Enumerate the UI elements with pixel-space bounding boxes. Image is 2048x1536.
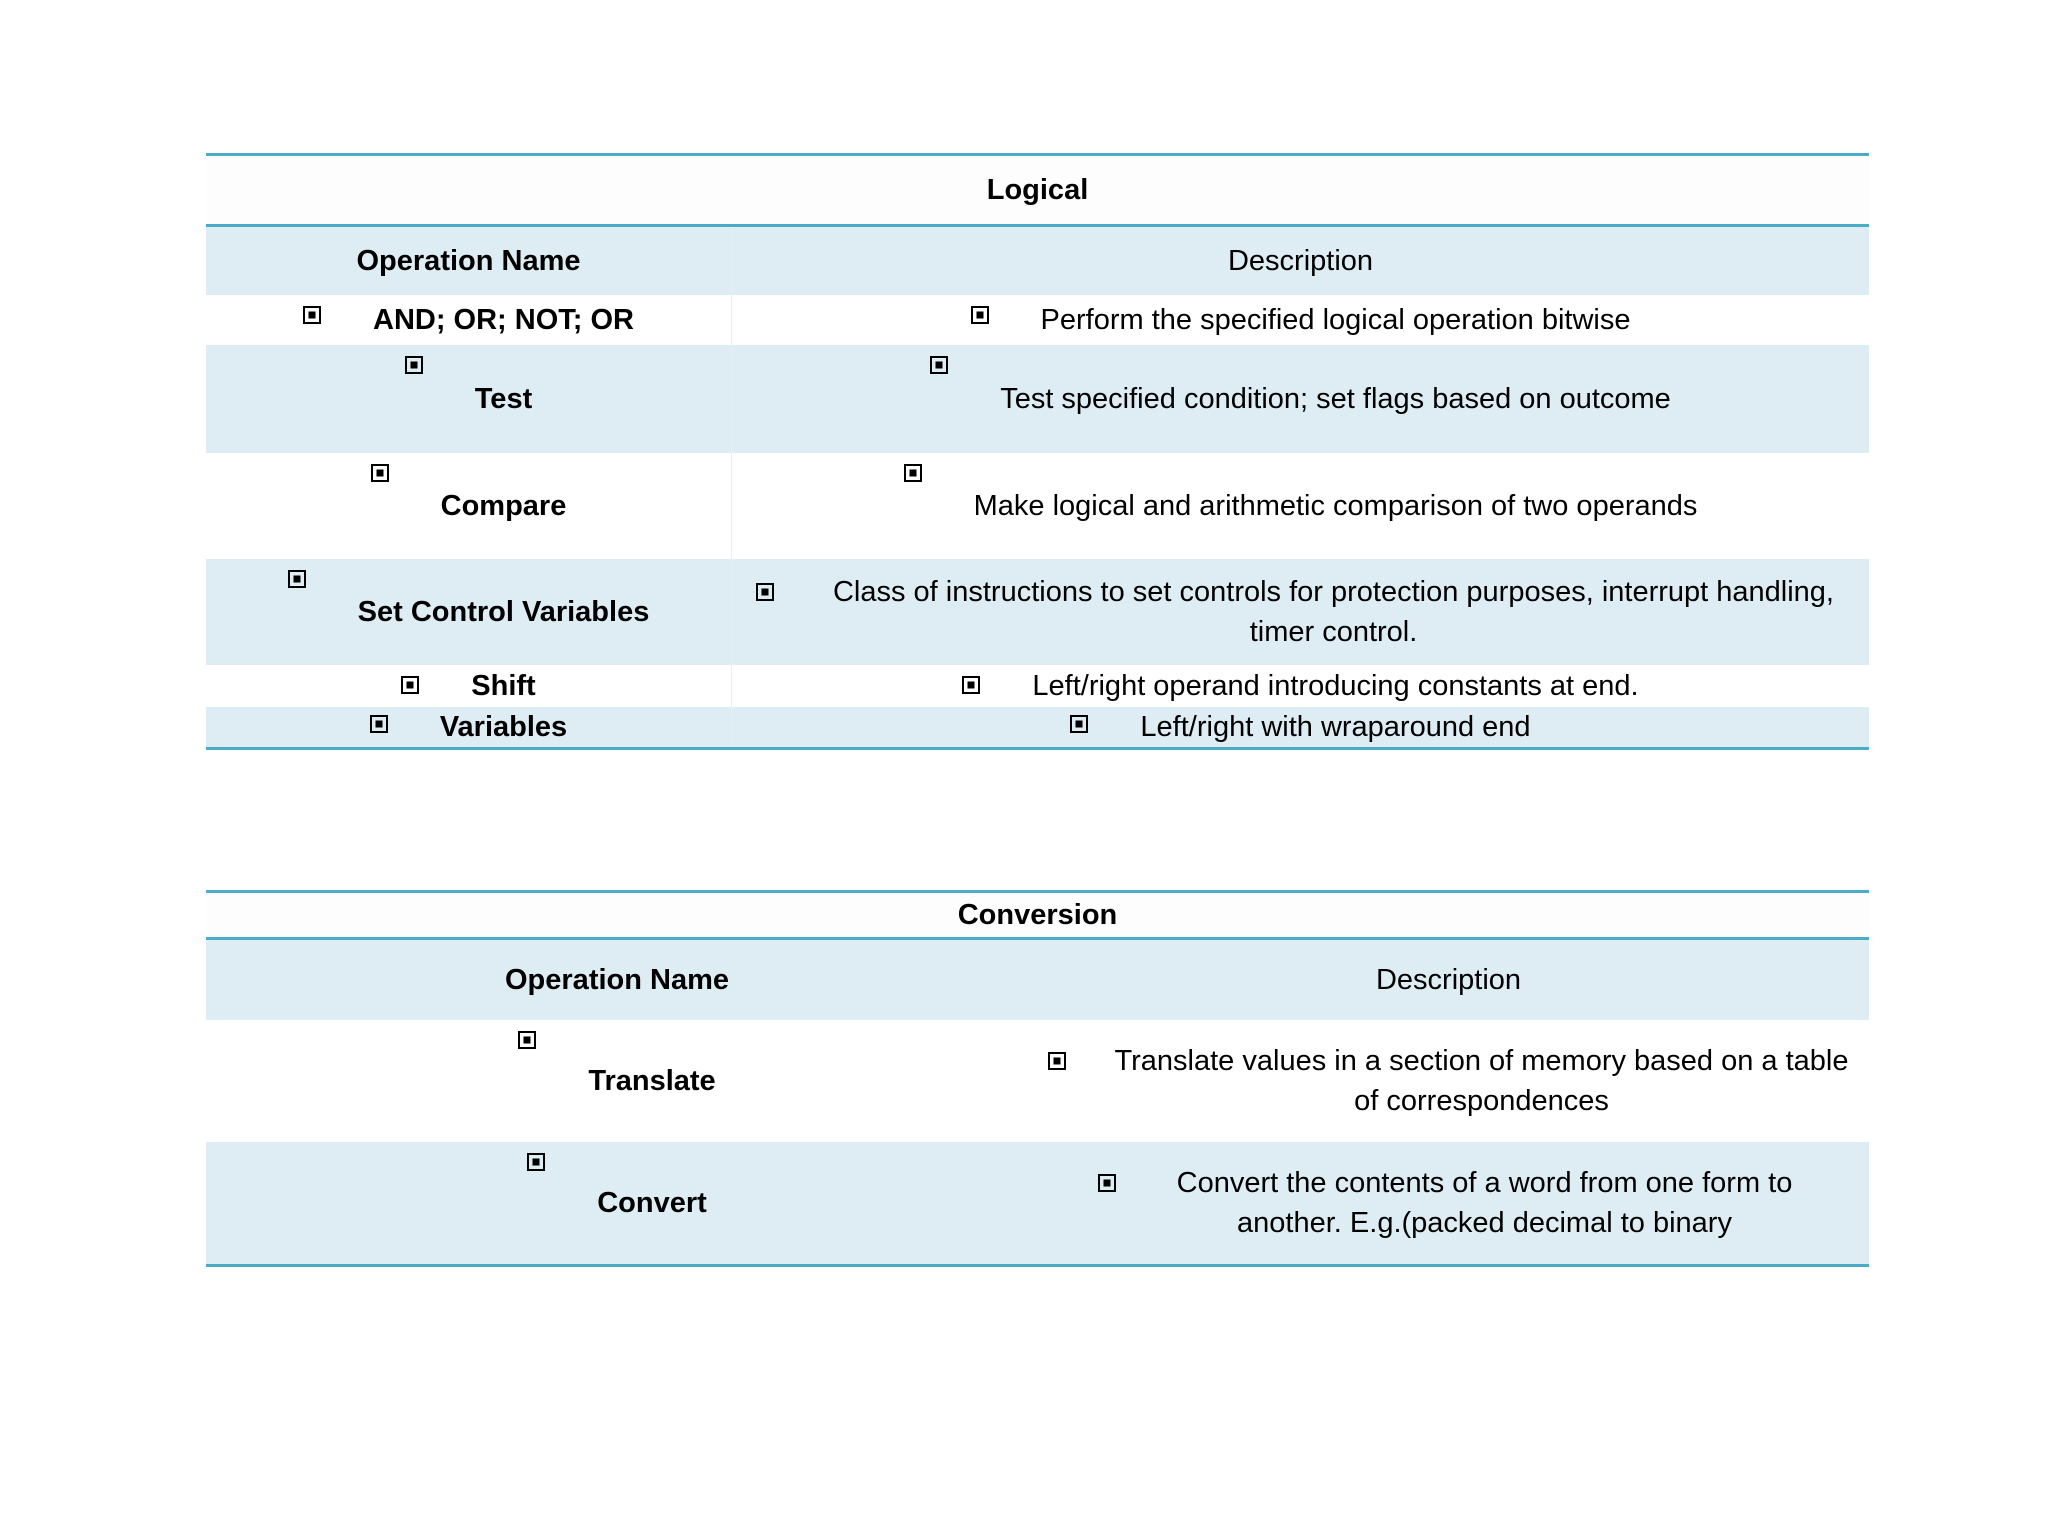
logical-table	[206, 153, 1869, 750]
square-bullet-icon	[1048, 1052, 1066, 1070]
operation-name: AND; OR; NOT; OR	[373, 304, 634, 336]
operation-description: Convert the contents of a word from one form to another. E.g.(packed decimal to binary	[1176, 1167, 1793, 1239]
square-bullet-icon	[371, 464, 389, 482]
table-row	[206, 295, 1869, 345]
operation-description: Class of instructions to set controls for protection purposes, interrupt handling, timer control.	[832, 576, 1834, 648]
table-row	[206, 1020, 1869, 1142]
square-bullet-icon	[756, 583, 774, 601]
square-bullet-icon	[971, 306, 989, 324]
square-bullet-icon	[303, 306, 321, 324]
table-header-row	[206, 227, 1869, 295]
square-bullet-icon	[401, 676, 419, 694]
operation-name: Set Control Variables	[357, 596, 650, 628]
square-bullet-icon	[518, 1031, 536, 1049]
operation-description: Perform the specified logical operation bitwise	[1040, 304, 1631, 336]
table-caption: Conversion	[206, 893, 1869, 940]
operation-name: Convert	[597, 1187, 707, 1219]
square-bullet-icon	[405, 356, 423, 374]
conversion-table	[206, 890, 1869, 1267]
square-bullet-icon	[1070, 715, 1088, 733]
table-row	[206, 1142, 1869, 1264]
operation-description: Test specified condition; set flags based on outcome	[1000, 383, 1671, 415]
header-operation-name: Operation Name	[206, 227, 732, 295]
square-bullet-icon	[904, 464, 922, 482]
table-row	[206, 559, 1869, 665]
table-row	[206, 707, 1869, 747]
operation-name: Compare	[440, 490, 567, 522]
operation-description: Translate values in a section of memory based on a table of correspondences	[1114, 1045, 1849, 1117]
operation-description: Left/right with wraparound end	[1140, 711, 1531, 743]
header-description: Description	[1227, 245, 1374, 277]
table-row	[206, 665, 1869, 707]
header-description: Description	[1375, 964, 1522, 996]
operation-name: Shift	[471, 670, 536, 702]
square-bullet-icon	[288, 570, 306, 588]
table-row	[206, 345, 1869, 453]
operation-name: Variables	[439, 711, 568, 743]
operation-name: Test	[474, 383, 533, 415]
operation-description: Make logical and arithmetic comparison of two operands	[973, 490, 1698, 522]
square-bullet-icon	[1098, 1174, 1116, 1192]
table-header-row	[206, 940, 1869, 1020]
square-bullet-icon	[527, 1153, 545, 1171]
header-operation-name: Operation Name	[505, 964, 729, 996]
operation-description: Left/right operand introducing constants at end.	[1032, 670, 1639, 702]
square-bullet-icon	[962, 676, 980, 694]
operation-name: Translate	[588, 1065, 716, 1097]
square-bullet-icon	[930, 356, 948, 374]
table-row	[206, 453, 1869, 559]
square-bullet-icon	[370, 715, 388, 733]
table-caption: Logical	[206, 156, 1869, 227]
